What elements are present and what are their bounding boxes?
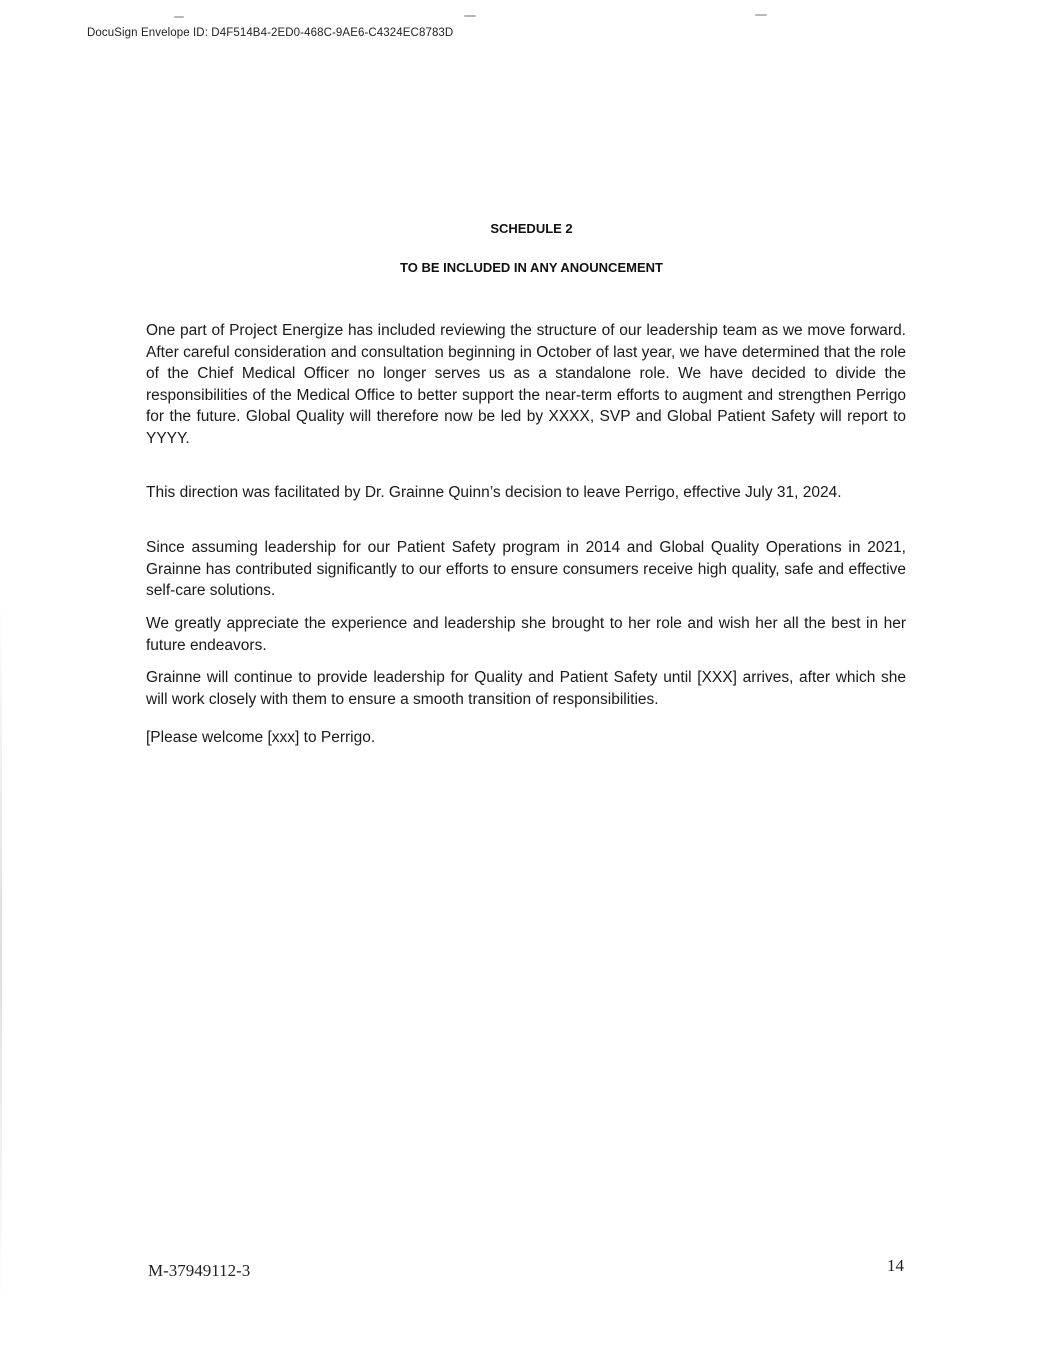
paragraph-restructure: [146, 320, 906, 449]
scan-edge-shadow: [0, 600, 2, 1300]
announcement-subtitle: TO BE INCLUDED IN ANY ANOUNCEMENT: [400, 260, 663, 275]
document-number: M-37949112-3: [148, 1261, 251, 1280]
scan-artifact: [464, 15, 476, 17]
paragraph-text: Grainne will continue to provide leadership for Quality and Patient Safety until [XXX] arrives, after which she will work closely with them to ensure a smooth transition of responsibilities.: [146, 669, 906, 708]
paragraph-text: Since assuming leadership for our Patient Safety program in 2014 and Global Quality Operations in 2021, Grainne has contributed significantly to our efforts to ensure consumers receive high quality, safe and effective self-care solutions.: [146, 539, 906, 599]
schedule-title: SCHEDULE 2: [490, 221, 573, 236]
paragraph-text: One part of Project Energize has included reviewing the structure of our leadership team as we move forward. After careful consideration and consultation beginning in October of last year, we have determined that the role of the Chief Medical Officer no longer serves us as a standalone role. We have decided to divide the responsibilities of the Medical Office to better support the near-term efforts to augment and strengthen Perrigo for the future. Global Quality will therefore now be led by XXXX, SVP and Global Patient Safety will report to YYYY.: [146, 322, 906, 447]
scan-artifact: [174, 16, 184, 18]
paragraph-welcome: [146, 727, 906, 749]
paragraph-departure: [146, 482, 906, 504]
paragraph-text: [Please welcome [xxx] to Perrigo.: [146, 729, 376, 746]
paragraph-contributions: [146, 537, 906, 602]
paragraph-text: We greatly appreciate the experience and leadership she brought to her role and wish her all the best in her future endeavors.: [146, 615, 906, 654]
paragraph-transition: [146, 667, 906, 710]
paragraph-text: This direction was facilitated by Dr. Grainne Quinn’s decision to leave Perrigo, effective July 31, 2024.: [146, 484, 842, 501]
scan-artifact: [755, 14, 767, 16]
page-number: 14: [887, 1256, 904, 1275]
paragraph-appreciation: [146, 613, 906, 656]
docusign-envelope-id: DocuSign Envelope ID: D4F514B4-2ED0-468C-9AE6-C4324EC8783D: [87, 27, 454, 39]
